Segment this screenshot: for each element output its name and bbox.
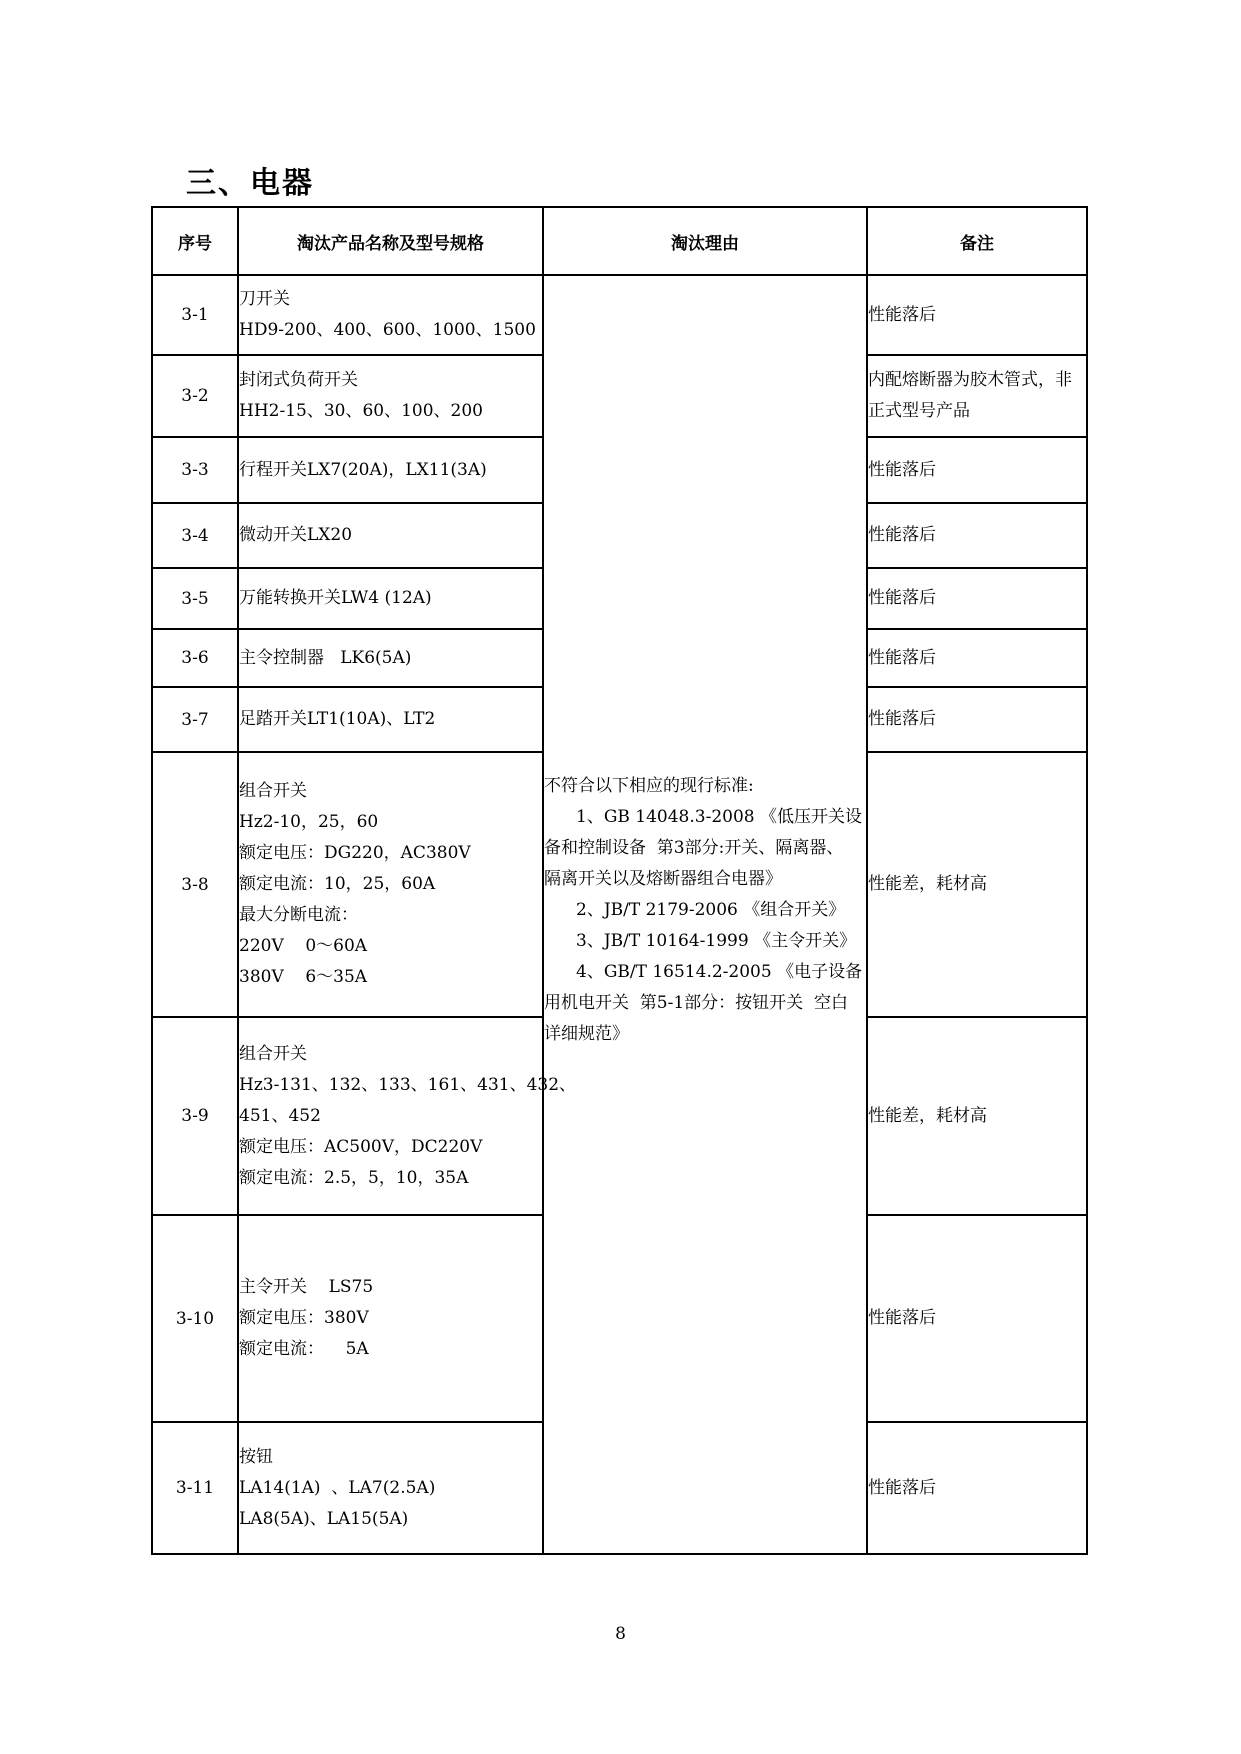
row-number: 3-1 <box>152 275 238 355</box>
product-line: HD9-200、400、600、1000、1500 <box>239 320 536 340</box>
remark-line: 性能落后 <box>868 459 936 480</box>
product-line: 额定电压：AC500V，DC220V <box>239 1136 483 1157</box>
remark-line: 性能差，耗材高 <box>868 874 987 894</box>
remark-cell <box>867 568 1087 629</box>
product-cell <box>238 1017 577 1215</box>
product-line: 220V 0～60A <box>239 936 368 956</box>
reason-line: 备和控制设备 第3部分:开关、隔离器、 <box>544 838 844 858</box>
product-line: 刀开关 <box>239 289 290 309</box>
row-number: 3-8 <box>152 752 238 1017</box>
row-number: 3-10 <box>152 1215 238 1422</box>
remark-cell <box>867 275 1087 355</box>
product-line: 额定电流： 5A <box>239 1339 369 1359</box>
product-line: 额定电压：380V <box>239 1308 369 1328</box>
product-cell <box>238 629 543 687</box>
remark-line: 正式型号产品 <box>868 401 970 421</box>
product-cell <box>238 437 543 503</box>
product-line: 最大分断电流： <box>239 905 358 925</box>
product-line: LA14(1A) 、LA7(2.5A) <box>239 1477 436 1498</box>
product-line: 组合开关 <box>239 781 307 801</box>
remark-cell <box>867 1215 1087 1422</box>
reason-line: 2、JB/T 2179-2006 《组合开关》 <box>576 900 846 920</box>
product-line: LA8(5A)、LA15(5A) <box>239 1508 409 1529</box>
reason-line: 3、JB/T 10164-1999 《主令开关》 <box>576 931 857 951</box>
row-number: 3-4 <box>152 503 238 568</box>
row-number: 3-11 <box>152 1422 238 1554</box>
product-line: 451、452 <box>239 1105 321 1126</box>
table-header-row <box>152 207 1087 275</box>
product-line: 万能转换开关LW4 (12A) <box>239 588 432 608</box>
remark-line: 性能落后 <box>868 304 936 325</box>
remark-line: 性能落后 <box>868 588 936 608</box>
product-line: 主令控制器 LK6(5A) <box>239 647 412 668</box>
remark-cell <box>867 355 1087 437</box>
row-number: 3-5 <box>152 568 238 629</box>
remark-cell <box>867 752 1087 1017</box>
product-cell <box>238 1215 543 1422</box>
product-line: 组合开关 <box>239 1043 307 1064</box>
product-cell <box>238 752 543 1017</box>
table-row <box>152 275 1087 355</box>
product-cell <box>238 355 543 437</box>
remark-cell <box>867 687 1087 752</box>
header-reason: 淘汰理由 <box>543 207 867 275</box>
product-cell <box>238 568 543 629</box>
remark-cell <box>867 437 1087 503</box>
reason-line: 1、GB 14048.3-2008 《低压开关设 <box>576 807 863 827</box>
remark-cell <box>867 503 1087 568</box>
section-heading: 三、电器 <box>186 166 314 201</box>
remark-cell <box>867 1422 1087 1554</box>
product-line: 额定电流：10，25，60A <box>239 874 436 894</box>
product-line: HH2-15、30、60、100、200 <box>239 401 484 421</box>
table-body <box>152 275 1087 1554</box>
row-number: 3-3 <box>152 437 238 503</box>
page-number: 8 <box>615 1624 626 1644</box>
remark-cell <box>867 629 1087 687</box>
remark-line: 性能落后 <box>868 709 936 729</box>
header-number: 序号 <box>152 207 238 275</box>
remark-line: 性能落后 <box>868 525 936 545</box>
product-cell <box>238 503 543 568</box>
remark-cell <box>867 1017 1087 1215</box>
remark-line: 性能落后 <box>868 1308 936 1328</box>
remark-line: 性能落后 <box>868 1477 936 1498</box>
product-cell <box>238 687 543 752</box>
product-line: 主令开关 LS75 <box>239 1277 374 1297</box>
remark-line: 性能落后 <box>868 647 936 668</box>
reason-line: 隔离开关以及熔断器组合电器》 <box>544 869 782 889</box>
header-remark: 备注 <box>867 207 1087 275</box>
phase-out-table <box>151 206 1088 1555</box>
remark-line: 内配熔断器为胶木管式，非 <box>868 370 1072 390</box>
reason-line: 详细规范》 <box>544 1024 629 1044</box>
product-line: 按钮 <box>239 1446 273 1467</box>
reason-line: 4、GB/T 16514.2-2005 《电子设备 <box>576 962 863 982</box>
header-product: 淘汰产品名称及型号规格 <box>238 207 543 275</box>
phase-out-reason-cell <box>543 275 867 1554</box>
product-cell <box>238 1422 543 1554</box>
remark-line: 性能差，耗材高 <box>868 1105 987 1126</box>
row-number: 3-6 <box>152 629 238 687</box>
row-number: 3-9 <box>152 1017 238 1215</box>
product-line: 行程开关LX7(20A)，LX11(3A) <box>239 459 487 480</box>
product-line: Hz3-131、132、133、161、431、432、 <box>239 1074 577 1095</box>
product-cell <box>238 275 543 355</box>
product-line: Hz2-10，25，60 <box>239 812 379 832</box>
row-number: 3-7 <box>152 687 238 752</box>
product-line: 380V 6～35A <box>239 967 368 987</box>
row-number: 3-2 <box>152 355 238 437</box>
product-line: 额定电压：DG220，AC380V <box>239 843 471 863</box>
product-line: 足踏开关LT1(10A)、LT2 <box>239 709 436 729</box>
product-line: 微动开关LX20 <box>239 525 353 545</box>
reason-line: 不符合以下相应的现行标准: <box>544 776 754 796</box>
product-line: 额定电流：2.5，5，10，35A <box>239 1167 469 1188</box>
reason-line: 用机电开关 第5-1部分：按钮开关 空白 <box>544 993 848 1013</box>
product-line: 封闭式负荷开关 <box>239 370 358 390</box>
